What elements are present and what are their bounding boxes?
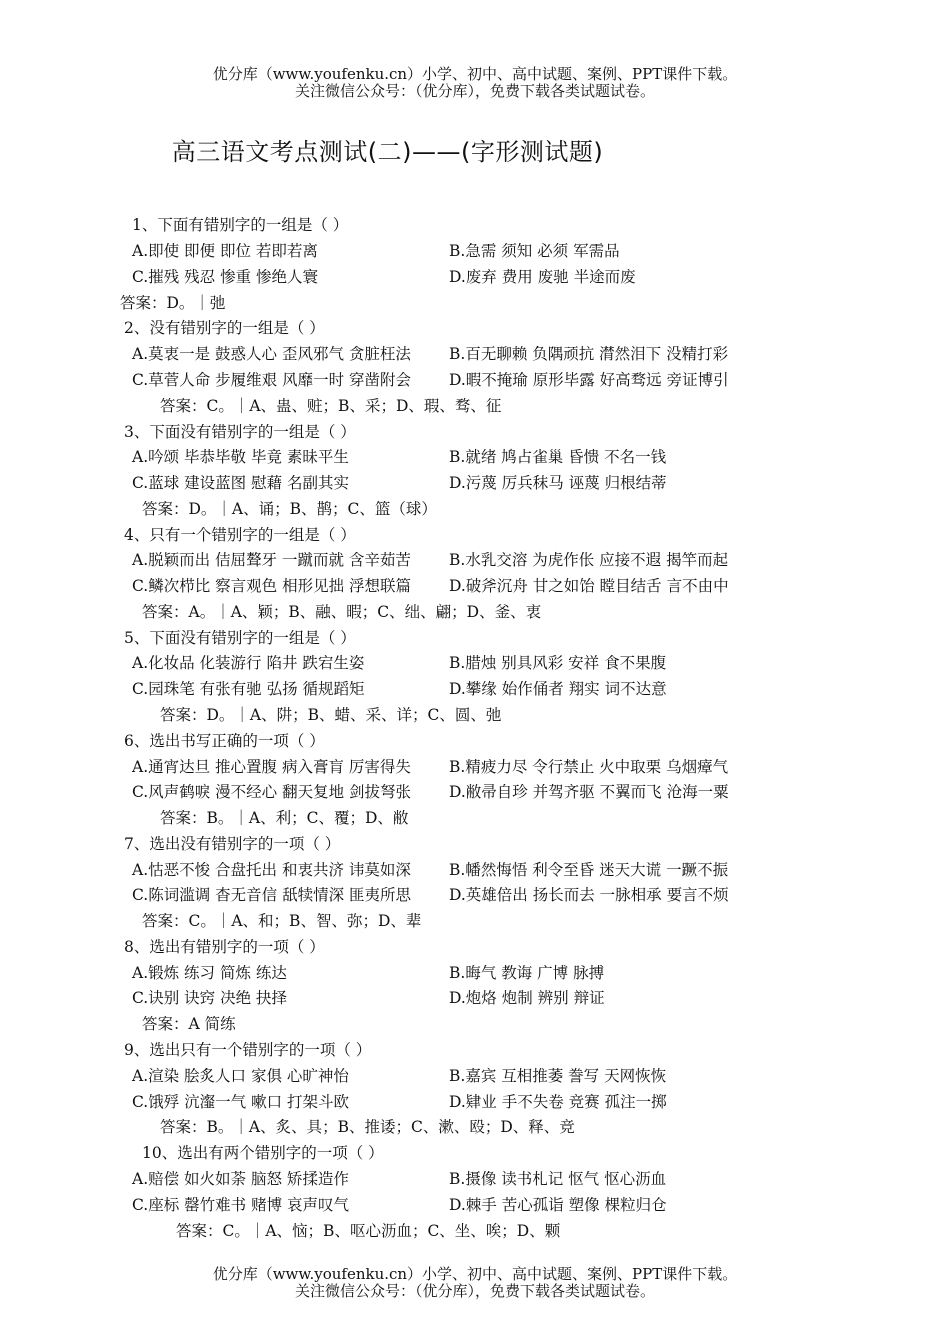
option-c: C.诀别 诀窍 决绝 抉择 xyxy=(132,989,288,1007)
question-stem: 6、选出书写正确的一项（ ） xyxy=(124,732,325,750)
option-a: A.即使 即便 即位 若即若离 xyxy=(132,242,318,260)
header-line-2: 关注微信公众号：（优分库），免费下载各类试题试卷。 xyxy=(294,82,655,100)
answer-line: 答案：A 简练 xyxy=(142,1015,236,1033)
option-c: C.摧残 残忍 惨重 惨绝人寰 xyxy=(132,268,319,286)
footer-line-1: 优分库（www.youfenku.cn）小学、初中、高中试题、案例、PPT课件下载。 xyxy=(212,1265,738,1283)
option-c: C.座标 罄竹难书 赌博 哀声叹气 xyxy=(132,1196,350,1214)
answer-line: 答案：C。｜A、蛊、赃；B、采；D、瑕、骛、征 xyxy=(160,397,502,415)
answer-line: 答案：C。｜A、和；B、智、弥；D、辈 xyxy=(142,912,422,930)
option-b: B.嘉宾 互相推萎 誊写 天网恢恢 xyxy=(449,1067,667,1085)
option-a: A.通宵达旦 推心置腹 病入膏肓 厉害得失 xyxy=(132,758,411,776)
page-title: 高三语文考点测试(二)——(字形测试题) xyxy=(171,138,604,166)
header-line-1: 优分库（www.youfenku.cn）小学、初中、高中试题、案例、PPT课件下载。 xyxy=(212,65,738,83)
option-a: A.怙恶不悛 合盘托出 和衷共济 讳莫如深 xyxy=(132,861,411,879)
option-a: A.吟颂 毕恭毕敬 毕竟 素昧平生 xyxy=(132,448,349,466)
answer-line: 答案：D。｜弛 xyxy=(120,294,226,312)
question-stem: 1、下面有错别字的一组是（ ） xyxy=(132,216,349,234)
option-a: A.化妆品 化装游行 陷井 跌宕生姿 xyxy=(132,654,365,672)
answer-line: 答案：C。｜A、恼；B、呕心沥血；C、坐、唉；D、颗 xyxy=(176,1222,561,1240)
option-b: B.就绪 鸠占雀巢 昏愦 不名一钱 xyxy=(449,448,667,466)
question-stem: 3、下面没有错别字的一组是（ ） xyxy=(124,423,356,441)
option-b: B.幡然悔悟 利令至昏 迷天大谎 一蹶不振 xyxy=(449,861,729,879)
option-c: C.鳞次栉比 察言观色 相形见拙 浮想联篇 xyxy=(132,577,412,595)
option-c: C.园珠笔 有张有驰 弘扬 循规蹈矩 xyxy=(132,680,365,698)
option-d: D.攀缘 始作俑者 翔实 词不达意 xyxy=(449,680,667,698)
answer-line: 答案：B。｜A、炙、具；B、推诿；C、漱、殴；D、释、竞 xyxy=(160,1118,575,1136)
option-a: A.赔偿 如火如荼 脑怒 矫揉造作 xyxy=(132,1170,349,1188)
option-b: B.水乳交溶 为虎作伥 应接不遐 揭竿而起 xyxy=(449,551,729,569)
question-stem: 10、选出有两个错别字的一项（ ） xyxy=(142,1144,384,1162)
option-d: D.英雄倍出 扬长而去 一脉相承 要言不烦 xyxy=(449,886,729,904)
answer-line: 答案：D。｜A、诵；B、鹊；C、篮（球） xyxy=(142,500,437,518)
option-b: B.腊烛 别具风彩 安祥 食不果腹 xyxy=(449,654,667,672)
option-b: B.急需 须知 必须 军需品 xyxy=(449,242,620,260)
option-c: C.陈词滥调 杳无音信 舐犊情深 匪夷所思 xyxy=(132,886,412,904)
option-d: D.炮烙 炮制 辨别 辩证 xyxy=(449,989,605,1007)
option-d: D.肄业 手不失卷 竞赛 孤注一掷 xyxy=(449,1093,667,1111)
question-stem: 5、下面没有错别字的一组是（ ） xyxy=(124,629,356,647)
answer-line: 答案：B。｜A、利；C、覆；D、敝 xyxy=(160,809,409,827)
option-d: D.暇不掩瑜 原形毕露 好高骛远 旁证博引 xyxy=(449,371,729,389)
question-stem: 2、没有错别字的一组是（ ） xyxy=(124,319,325,337)
question-stem: 7、选出没有错别字的一项（ ） xyxy=(124,835,341,853)
option-b: B.摄像 读书札记 怄气 怄心沥血 xyxy=(449,1170,667,1188)
answer-line: 答案：A。｜A、颖；B、融、暇；C、绌、翩；D、釜、衷 xyxy=(142,603,542,621)
option-c: C.风声鹤唳 漫不经心 翻天复地 剑拔弩张 xyxy=(132,783,412,801)
option-a: A.锻炼 练习 简炼 练达 xyxy=(132,964,287,982)
question-stem: 8、选出有错别字的一项（ ） xyxy=(124,938,325,956)
option-a: A.脱颖而出 佶屈聱牙 一蹴而就 含辛茹苦 xyxy=(132,551,411,569)
option-c: C.蓝球 建设蓝图 慰藉 名副其实 xyxy=(132,474,350,492)
option-b: B.百无聊赖 负隅顽抗 潸然泪下 没精打彩 xyxy=(449,345,729,363)
option-c: C.饿殍 沆瀣一气 嗽口 打架斗欧 xyxy=(132,1093,350,1111)
option-a: A.渲染 脍炙人口 家俱 心旷神怡 xyxy=(132,1067,349,1085)
option-d: D.破斧沉舟 甘之如饴 瞠目结舌 言不由中 xyxy=(449,577,729,595)
question-stem: 4、只有一个错别字的一组是（ ） xyxy=(124,526,356,544)
option-c: C.草菅人命 步履维艰 风靡一时 穿凿附会 xyxy=(132,371,412,389)
option-d: D.敝帚自珍 并驾齐驱 不翼而飞 沧海一粟 xyxy=(449,783,729,801)
answer-line: 答案：D。｜A、阱；B、蜡、采、详；C、圆、弛 xyxy=(160,706,502,724)
footer-line-2: 关注微信公众号：（优分库），免费下载各类试题试卷。 xyxy=(294,1282,655,1300)
page-footer xyxy=(0,1266,950,1300)
question-stem: 9、选出只有一个错别字的一项（ ） xyxy=(124,1041,372,1059)
option-d: D.污蔑 厉兵秣马 诬蔑 归根结蒂 xyxy=(449,474,667,492)
option-d: D.棘手 苦心孤诣 塑像 棵粒归仓 xyxy=(449,1196,667,1214)
page-header xyxy=(0,66,950,100)
option-d: D.废弃 费用 废驰 半途而废 xyxy=(449,268,636,286)
option-b: B.精疲力尽 令行禁止 火中取栗 乌烟瘴气 xyxy=(449,758,729,776)
option-a: A.莫衷一是 鼓惑人心 歪风邪气 贪脏枉法 xyxy=(132,345,411,363)
option-b: B.晦气 教诲 广博 脉搏 xyxy=(449,964,605,982)
